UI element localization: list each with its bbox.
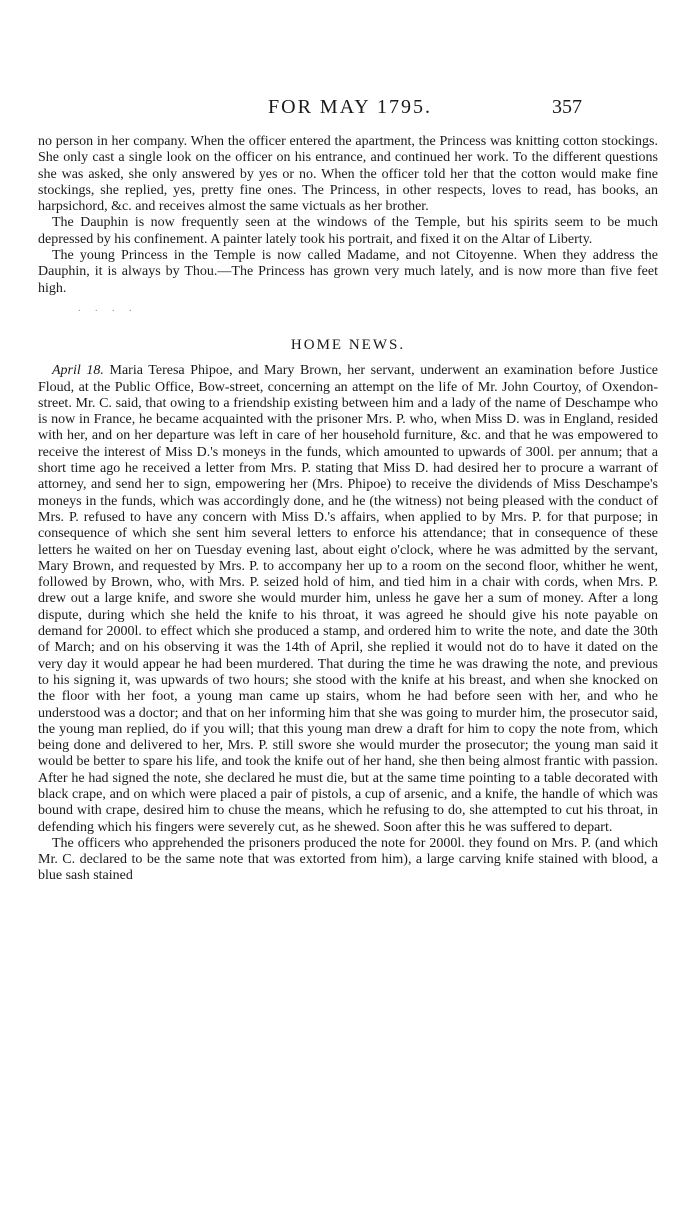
dateline: April 18.	[52, 363, 104, 379]
body-text	[38, 134, 658, 885]
section-ornament: . . . .	[78, 302, 138, 314]
paragraph-phipoe-text: Maria Teresa Phipoe, and Mary Brown, her servant, underwent an examination before Justice Floud, at the Public Office, Bow-street, concerning an attempt on the life of Mr. John Courtoy, of Oxendon-street. Mr. C. said, that owing to a friendship existing between him and a lady of the name of Deschampe who is now in France, he became acquainted with the prisoner Mrs. P. who, when Miss D. was in England, resided with her, and on her departure was left in care of her household furniture, &c. and that he was empowered to receive the interest of Miss D.'s moneys in the funds, which amounted to upwards of 300l. per annum; that a short time ago he received a letter from Mrs. P. stating that Miss D. had desired her to procure a warrant of attorney, and send her to sign, empowering her (Mrs. Phipoe) to receive the dividends of Miss Deschampe's moneys in the funds, which was accordingly done, and he (the witness) not being pleased with the conduct of Mrs. P. refused to have any concern with Miss D.'s affairs, when applied to by Mrs. P. for that purpose; in consequence of which she sent him several letters to enforce his attendance; that in consequence of these letters he waited on her on Tuesday evening last, about eight o'clock, where he was admitted by the servant, Mary Brown, and requested by Mrs. P. to accompany her up to a room on the second floor, whither he went, followed by Brown, who, with Mrs. P. seized hold of him, and tied him in a chair with cords, when Mrs. P. drew out a large knife, and swore she would murder him, unless he gave her a sum of money. After a long dispute, during which she held the knife to his throat, it was agreed he should give his note payable on demand for 2000l. to effect which she produced a stamp, and ordered him to write the note, and date the 30th of March; and on his observing it was the 14th of April, she replied it would not do to have it dated on the very day it would appear he had been murdered. That during the time he was drawing the note, and previous to his signing it, was upwards of two hours; she stood with the knife at his breast, and when she knocked on the floor with her foot, a young man came up stairs, whom he had before seen with her, and who he understood was a doctor; and that on her informing him that she was going to murder him, the prosecutor said, the young man replied, do if you will; that this young man drew a draft for him to copy the note from, which being done and delivered to her, Mrs. P. still swore she would murder the prosecutor; the young man said it would be better to spare his life, and took the knife out of her hand, she then being almost frantic with passion. After he had signed the note, she declared he must die, but at the same time pointing to a table decorated with black crape, and on which were placed a pair of pistols, a cup of arsenic, and a knife, the handle of which was bound with crape, desired him to chuse the means, which he refusing to do, she attempted to cut his throat, in defending which his fingers were severely cut, as he shewed. Soon after this he was suffered to depart.	[38, 363, 659, 835]
running-title: FOR MAY 1795.	[268, 96, 432, 118]
section-heading: HOME NEWS.	[290, 336, 406, 353]
paragraph-phipoe-examination	[38, 363, 658, 836]
paragraph-officers-evidence: The officers who apprehended the prisoners produced the note for 2000l. they found on Mrs. P. (and which Mr. C. declared to be the same note that was extorted from him), a large carving knife stained with blood, a blue sash stained	[38, 835, 658, 884]
paragraph-princess: no person in her company. When the officer entered the apartment, the Princess was knitting cotton stockings. She only cast a single look on the officer on his entrance, and continued her work. To the different questions she was asked, she only answered by yes or no. When the officer told her that the cotton would make fine stockings, she replied, yes, pretty fine ones. The Princess, in other respects, loves to read, has books, an harpsichord, &c. and receives almost the same victuals as her brother.	[38, 134, 658, 215]
paragraph-madame: The young Princess in the Temple is now called Madame, and not Citoyenne. When they address the Dauphin, it is always by Thou.—The Princess has grown very much lately, and is now more than five feet high.	[38, 248, 658, 296]
page-number: 357	[552, 96, 582, 118]
paragraph-dauphin: The Dauphin is now frequently seen at the windows of the Temple, but his spirits seem to be much depressed by his confinement. A painter lately took his portrait, and fixed it on the Altar of Liberty.	[38, 215, 658, 247]
